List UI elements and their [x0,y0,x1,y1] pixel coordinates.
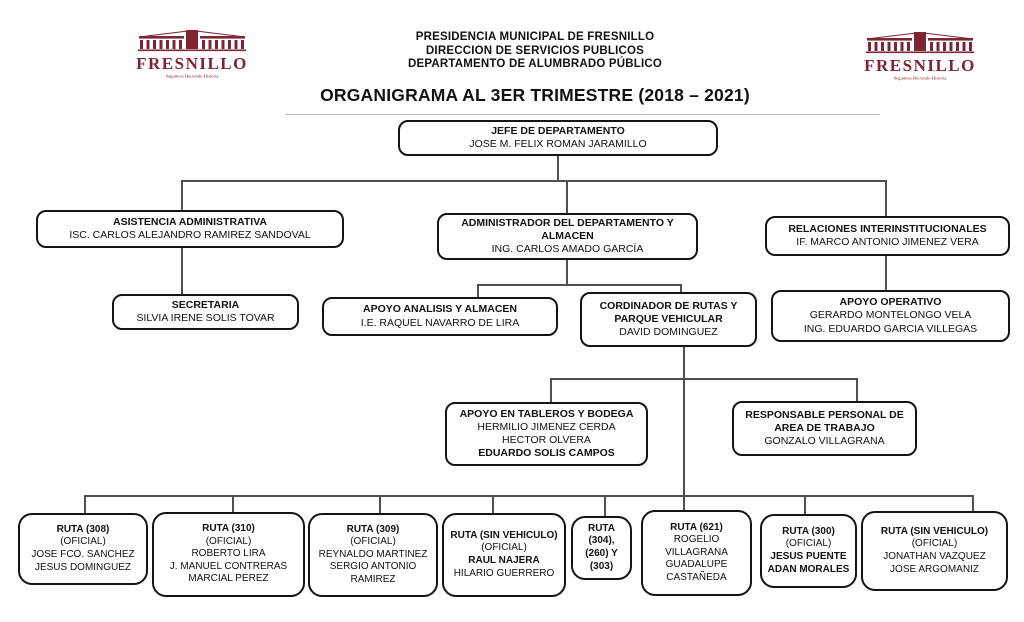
box-title: RUTA (621) [670,521,723,533]
box-name: SERGIO ANTONIO RAMIREZ [329,561,417,585]
org-box-ruta-621 [641,510,752,596]
connector-line [181,180,887,182]
box-name: MARCIAL PEREZ [188,573,269,585]
box-subtitle: (OFICIAL) [350,536,396,548]
box-name: ING. CARLOS AMADO GARCÍA [491,243,644,256]
header-line-3: DEPARTAMENTO DE ALUMBRADO PÚBLICO [407,58,663,70]
connector-line [550,378,858,380]
box-name: GUADALUPE CASTAÑEDA [665,559,728,583]
connector-line [84,495,974,497]
box-name: JOSE ARGOMANIZ [890,563,979,575]
fresnillo-wordmark: FRESNILLO [864,56,976,75]
box-title: RELACIONES INTERINSTITUCIONALES [788,222,987,235]
box-name: ROGELIO VILLAGRANA [665,534,728,558]
connector-line [550,378,552,404]
connector-line [804,495,806,514]
org-box-apoyo-tableros-bodega [445,402,648,466]
org-box-ruta-300 [760,514,857,588]
header-line-2: DIRECCION DE SERVICIOS PUBLICOS [425,44,645,57]
box-title: RUTA (304), (260) Y (303) [585,522,618,572]
box-name: REYNALDO MARTINEZ [318,548,428,560]
connector-line [885,255,887,292]
box-name: GONZALO VILLAGRANA [764,435,885,447]
org-box-ruta-304-260-303 [571,516,632,580]
connector-line [566,258,568,286]
org-box-relaciones-interinstitucionales [765,216,1010,256]
box-name: ISC. CARLOS ALEJANDRO RAMIREZ SANDOVAL [69,229,311,241]
header-line-1: PRESIDENCIA MUNICIPAL DE FRESNILLO [415,31,655,43]
box-name: HECTOR OLVERA [502,434,591,446]
box-name: J. MANUEL CONTRERAS [169,560,288,572]
box-name: JOSE M. FELIX ROMAN JARAMILLO [469,138,647,150]
connector-line [232,495,234,513]
box-title: RESPONSABLE PERSONAL DE AREA DE TRABAJO [745,408,904,434]
fresnillo-tagline: Seguimos Haciendo Historia [893,75,947,81]
box-title: SECRETARIA [171,298,240,311]
box-subtitle: (OFICIAL) [205,535,252,547]
box-name: I.E. RAQUEL NAVARRO DE LIRA [360,316,520,329]
connector-line [683,346,685,511]
box-name: RAUL NAJERA [468,555,540,566]
connector-line [84,495,86,515]
box-title: APOYO OPERATIVO [839,296,942,309]
org-box-asistencia-administrativa [36,210,344,248]
connector-line [566,180,568,214]
box-name: JESUS PUENTE [770,551,847,562]
box-title: APOYO EN TABLEROS Y BODEGA [459,407,634,420]
connector-line [492,495,494,513]
box-name: ROBERTO LIRA [191,548,266,560]
box-name: JOSE FCO. SANCHEZ [31,549,135,560]
connector-line [477,284,682,286]
connector-line [181,246,183,295]
box-title: CORDINADOR DE RUTAS Y PARQUE VEHICULAR [599,299,738,325]
box-title: RUTA (310) [202,523,255,535]
box-title: RUTA (308) [56,523,110,535]
title-underline [285,114,880,115]
org-box-ruta-308 [18,513,148,585]
org-box-apoyo-operativo [771,290,1010,342]
box-name: EDUARDO SOLIS CAMPOS [478,447,615,460]
connector-line [379,495,381,513]
box-name: IF. MARCO ANTONIO JIMENEZ VERA [796,236,979,248]
fresnillo-tagline: Seguimos Haciendo Historia [165,73,219,79]
box-subtitle: (OFICIAL) [785,538,832,550]
org-box-ruta-sin-vehiculo-2 [861,511,1008,591]
box-name: JONATHAN VAZQUEZ [883,551,986,562]
page-title: ORGANIGRAMA AL 3ER TRIMESTRE (2018 – 2021) [320,85,750,105]
box-title: JEFE DE DEPARTAMENTO [491,124,625,137]
fresnillo-wordmark: FRESNILLO [136,54,248,73]
org-box-ruta-310 [152,512,305,597]
box-name: ING. EDUARDO GARCIA VILLEGAS [803,322,978,335]
box-title: APOYO ANALISIS Y ALMACEN [362,303,518,316]
connector-line [604,495,606,516]
box-name: SILVIA IRENE SOLIS TOVAR [136,312,275,324]
org-box-ruta-309 [308,513,438,597]
box-title: ASISTENCIA ADMINISTRATIVA [113,215,267,228]
box-name: DAVID DOMINGUEZ [619,326,718,338]
box-name: ADAN MORALES [767,563,850,575]
box-subtitle: (OFICIAL) [60,536,106,548]
box-name: HILARIO GUERRERO [453,567,555,579]
box-title: RUTA (SIN VEHICULO) [880,525,989,537]
org-box-secretaria [112,294,299,330]
box-name: GERARDO MONTELONGO VELA [809,309,972,322]
box-title: RUTA (309) [346,523,400,535]
box-name: HERMILIO JIMENEZ CERDA [477,420,616,433]
box-title: ADMINISTRADOR DEL DEPARTAMENTO Y ALMACEN [461,216,674,242]
box-subtitle: (OFICIAL) [481,542,527,554]
connector-line [972,495,974,511]
box-name: JESUS DOMINGUEZ [34,561,132,573]
box-title: RUTA (SIN VEHICULO) [450,529,558,541]
connector-line [557,155,559,182]
org-box-responsable-personal-area-trabajo [732,401,917,456]
org-box-administrador-departamento-almacen [437,213,698,260]
org-box-apoyo-analisis-almacen [322,297,558,336]
org-box-ruta-sin-vehiculo-1 [442,513,566,597]
org-box-cordinador-rutas-parque-vehicular [580,292,757,347]
connector-line [885,180,887,217]
connector-line [181,180,183,211]
box-title: RUTA (300) [782,525,835,537]
box-subtitle: (OFICIAL) [911,538,958,550]
org-box-jefe-de-departamento [398,120,718,156]
header-org-lines [40,31,1024,72]
connector-line [856,378,858,403]
